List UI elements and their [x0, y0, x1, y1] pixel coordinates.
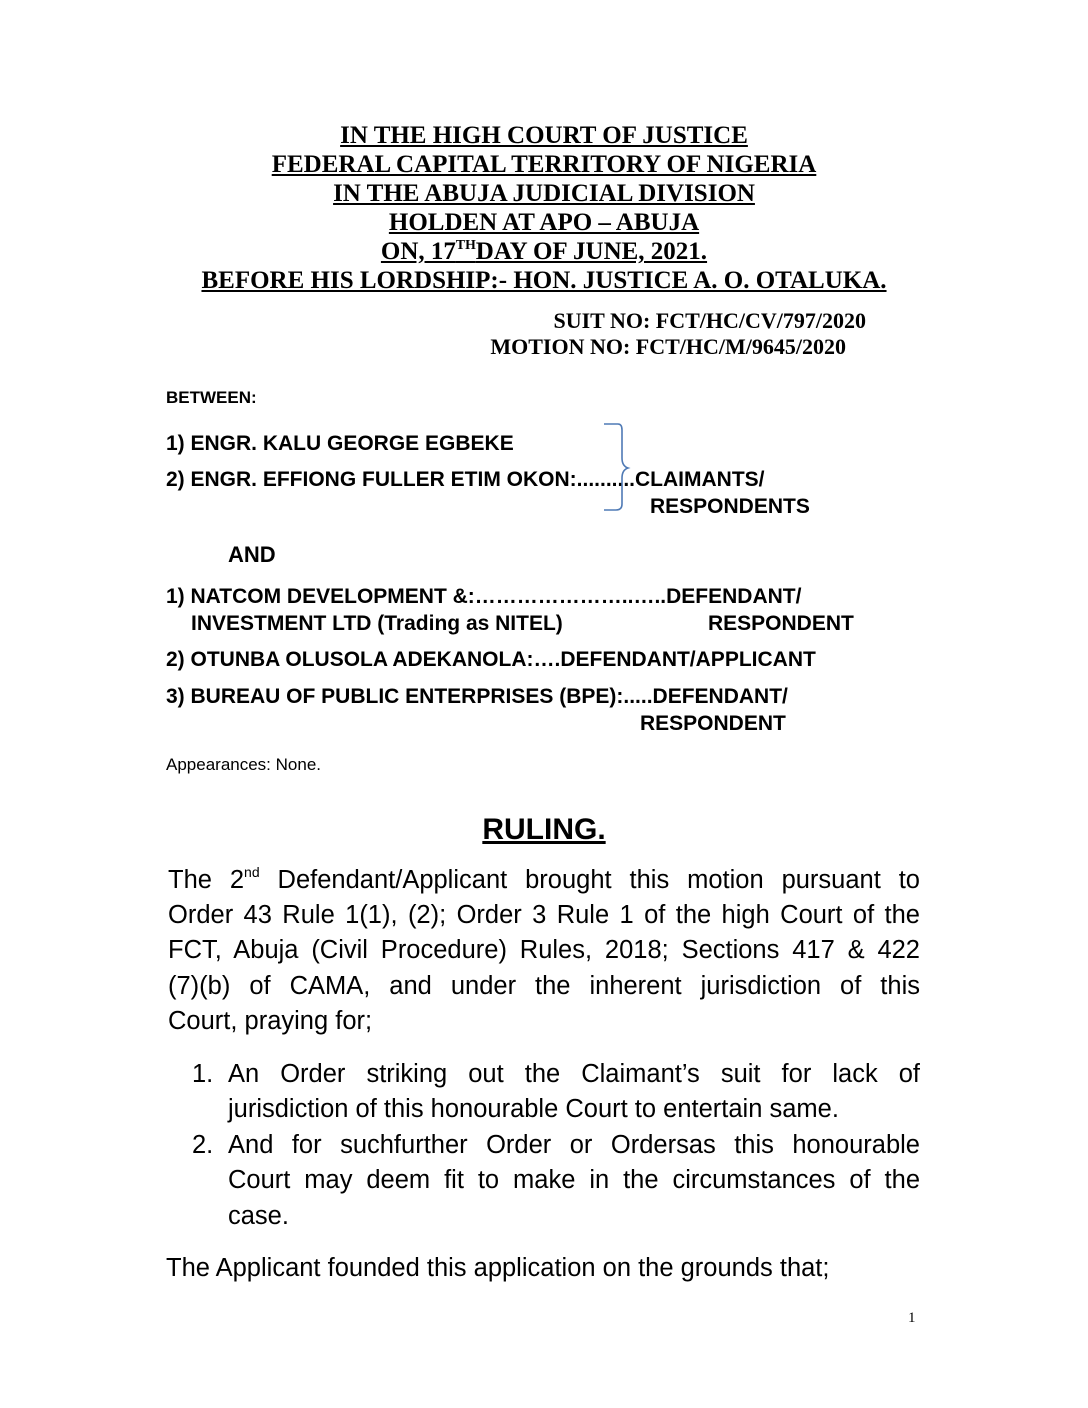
date-suffix: TH: [455, 236, 476, 252]
list-item-2-line-3: case.: [228, 1202, 289, 1230]
paragraph-2: The Applicant founded this application on the grounds that;: [166, 1254, 830, 1282]
suit-number: SUIT NO: FCT/HC/CV/797/2020: [553, 308, 866, 333]
claimant-1: 1) ENGR. KALU GEORGE EGBEKE: [166, 432, 514, 455]
motion-number: MOTION NO: FCT/HC/M/9645/2020: [490, 334, 846, 359]
defendant-1-line-1: 1) NATCOM DEVELOPMENT &:…………………..…..DEFENDANT/: [166, 585, 802, 608]
paragraph-1-line-1: [168, 864, 920, 894]
date-heading: [0, 236, 1088, 265]
court-heading: IN THE HIGH COURT OF JUSTICE: [340, 122, 748, 149]
appearances: Appearances: None.: [166, 755, 321, 774]
date-prefix: ON, 17: [380, 238, 456, 265]
division-heading: IN THE ABUJA JUDICIAL DIVISION: [333, 180, 755, 207]
paragraph-1-line-5: Court, praying for;: [168, 1007, 373, 1035]
list-item-2-line-1: And for suchfurther Order or Ordersas this honourable: [228, 1131, 920, 1159]
paragraph-1-line-2: Order 43 Rule 1(1), (2); Order 3 Rule 1 of the high Court of the: [168, 901, 920, 929]
list-item-2-number: 2.: [192, 1131, 214, 1159]
p1-prefix: The 2: [168, 866, 245, 894]
territory-heading: FEDERAL CAPITAL TERRITORY OF NIGERIA: [271, 151, 817, 178]
p1-rest: Defendant/Applicant brought this motion pursuant to: [259, 866, 920, 894]
claimant-2: 2) ENGR. EFFIONG FULLER ETIM OKON:..........CLAIMANTS/: [166, 468, 765, 491]
paragraph-1-line-4: (7)(b) of CAMA, and under the inherent jurisdiction of this: [168, 972, 920, 1000]
list-item-2-line-2: Court may deem fit to make in the circumstances of the: [228, 1166, 920, 1194]
paragraph-1-line-3: FCT, Abuja (Civil Procedure) Rules, 2018; Sections 417 & 422: [168, 936, 920, 964]
page-number: 1: [908, 1310, 916, 1326]
holden-heading: HOLDEN AT APO – ABUJA: [388, 209, 700, 236]
judge-heading: BEFORE HIS LORDSHIP:- HON. JUSTICE A. O. OTALUKA.: [201, 267, 887, 294]
date-rest: DAY OF JUNE, 2021.: [475, 238, 708, 265]
between-label: BETWEEN:: [166, 388, 257, 407]
defendant-3-role: RESPONDENT: [640, 712, 786, 735]
p1-ordinal: nd: [244, 864, 260, 881]
defendant-1-role: RESPONDENT: [708, 612, 854, 635]
list-item-1-line-1: An Order striking out the Claimant’s suit for lack of: [228, 1060, 920, 1088]
claimant-role-respondents: RESPONDENTS: [650, 495, 810, 518]
ruling-title: RULING.: [482, 813, 606, 846]
list-item-1-line-2: jurisdiction of this honourable Court to entertain same.: [228, 1095, 839, 1123]
list-item-1-number: 1.: [192, 1060, 214, 1088]
brace-icon: [596, 418, 636, 518]
defendant-3-line-1: 3) BUREAU OF PUBLIC ENTERPRISES (BPE):.....DEFENDANT/: [166, 685, 788, 708]
defendant-2: 2) OTUNBA OLUSOLA ADEKANOLA:….DEFENDANT/APPLICANT: [166, 648, 816, 671]
and-label: AND: [228, 542, 276, 567]
defendant-1-line-2: INVESTMENT LTD (Trading as NITEL): [191, 612, 563, 635]
